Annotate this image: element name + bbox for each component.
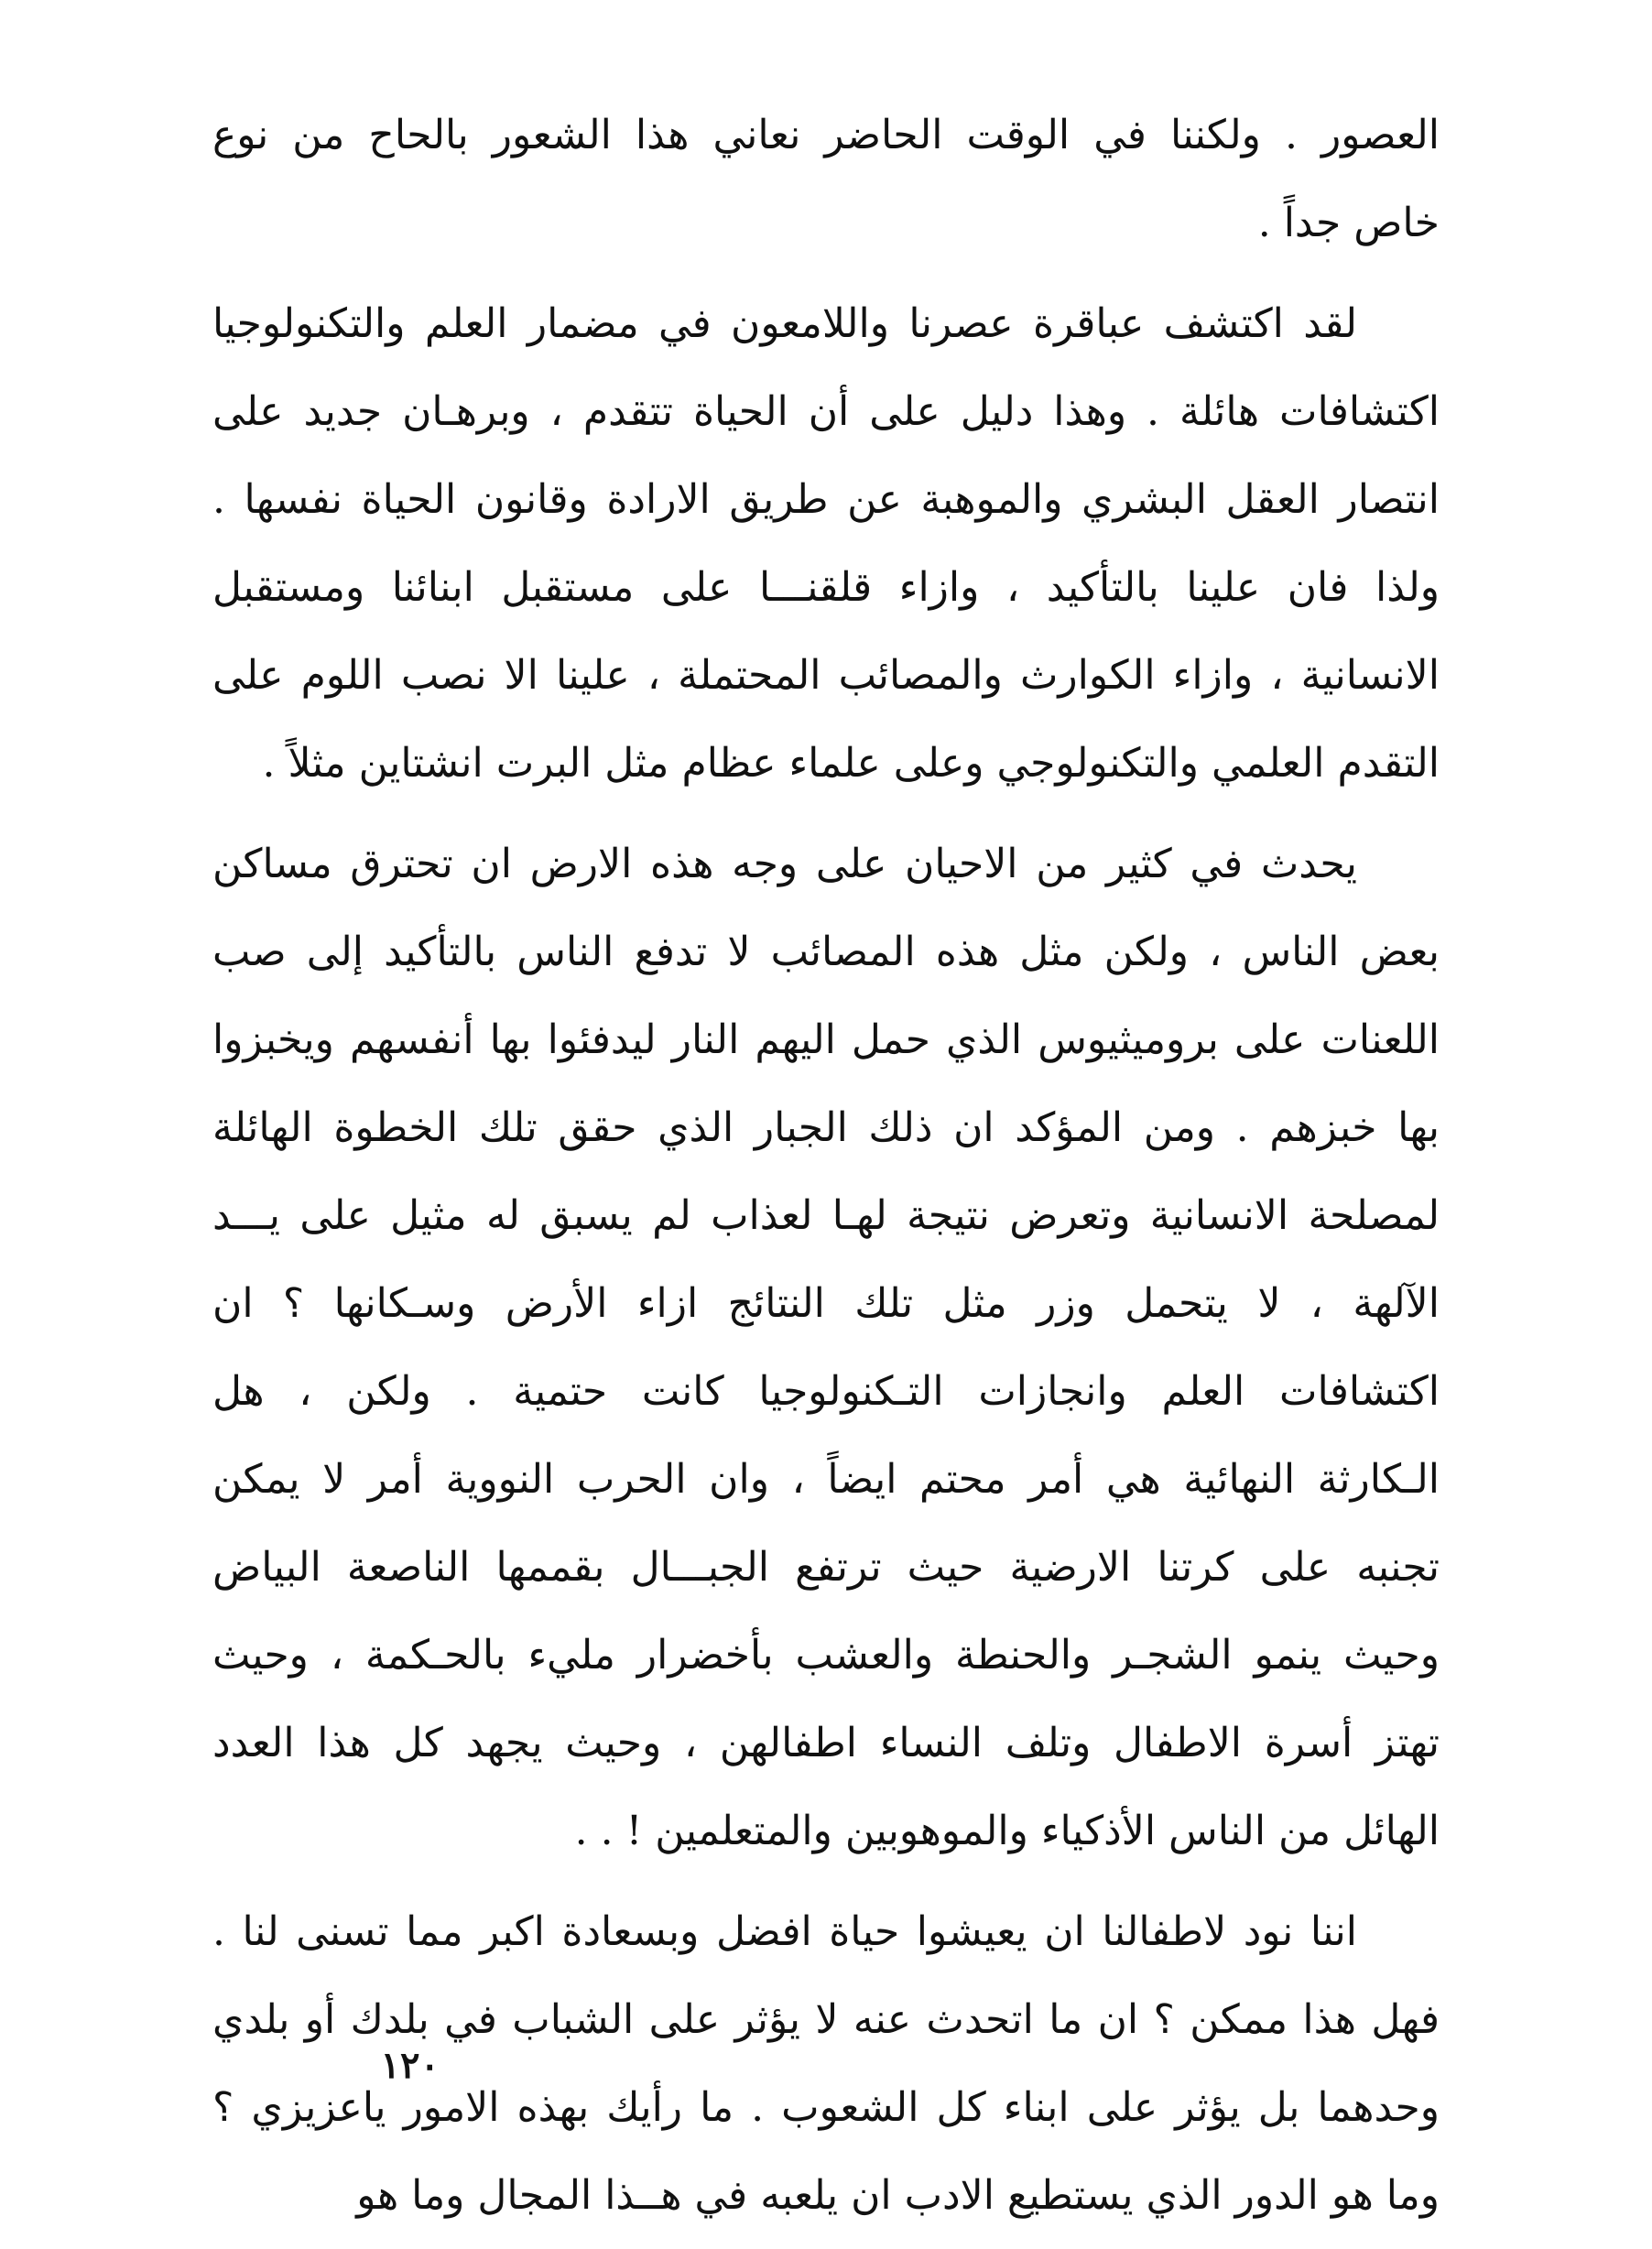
paragraph	[212, 280, 1440, 808]
page-number: ١٢٠	[380, 2044, 440, 2087]
text-line: تهتز أسرة الاطفال وتلف النساء اطفالهن ، وحيث يجهد كل هذا العدد	[212, 1720, 1440, 1766]
paragraph	[212, 92, 1440, 267]
body-text	[212, 92, 1440, 2240]
text-line: لقد اكتشف عباقرة عصرنا واللامعون في مضمار العلم والتكنولوجيا	[212, 300, 1357, 347]
text-line: الآلهة ، لا يتحمل وزر مثل تلك النتائج ازاء الأرض وسـكانها ؟ ان	[212, 1280, 1440, 1327]
text-line: الهائل من الناس الأذكياء والموهوبين والمتعلمين ! . .	[574, 1808, 1440, 1854]
text-line: اكتشافات هائلة . وهذا دليل على أن الحياة تتقدم ، وبرهـان جديد على	[212, 388, 1440, 435]
text-line: بها خبزهم . ومن المؤكد ان ذلك الجبار الذي حقق تلك الخطوة الهائلة	[212, 1104, 1440, 1151]
text-line: فهل هذا ممكن ؟ ان ما اتحدث عنه لا يؤثر على الشباب في بلدك أو بلدي	[212, 1996, 1440, 2043]
text-line: يحدث في كثير من الاحيان على وجه هذه الارض ان تحترق مساكن	[212, 841, 1357, 887]
text-line: خاص جداً .	[1257, 200, 1440, 246]
text-line: العصور . ولكننا في الوقت الحاضر نعاني هذا الشعور بالحاح من نوع	[212, 112, 1440, 158]
text-line: الانسانية ، وازاء الكوارث والمصائب المحتملة ، علينا الا نصب اللوم على	[212, 652, 1440, 699]
text-line: انتصار العقل البشري والموهبة عن طريق الارادة وقانون الحياة نفسها .	[212, 476, 1440, 523]
text-line: لمصلحة الانسانية وتعرض نتيجة لهـا لعذاب لم يسبق له مثيل على يـــد	[212, 1192, 1440, 1239]
text-line: اللعنات على بروميثيوس الذي حمل اليهم النار ليدفئوا بها أنفسهم ويخبزوا	[212, 1016, 1440, 1063]
text-line: الـكارثة النهائية هي أمر محتم ايضاً ، وان الحرب النووية أمر لا يمكن	[212, 1456, 1440, 1503]
text-line: ولذا فان علينا بالتأكيد ، وازاء قلقنـــا على مستقبل ابنائنا ومستقبل	[212, 564, 1440, 611]
text-line: اننا نود لاطفالنا ان يعيشوا حياة افضل وبسعادة اكبر مما تسنى لنا .	[212, 1908, 1357, 1955]
text-line: تجنبه على كرتنا الارضية حيث ترتفع الجبـــال بقممها الناصعة البياض	[212, 1544, 1440, 1591]
text-line: وحيث ينمو الشجـر والحنطة والعشب بأخضرار مليء بالحـكمة ، وحيث	[212, 1632, 1440, 1679]
text-line: اكتشافات العلم وانجازات التـكنولوجيا كانت حتمية . ولكن ، هل	[212, 1368, 1440, 1415]
text-line: وما هو الدور الذي يستطيع الادب ان يلعبه في هــذا المجال وما هو	[356, 2172, 1440, 2219]
text-line: وحدهما بل يؤثر على ابناء كل الشعوب . ما رأيك بهذه الامور ياعزيزي ؟	[212, 2084, 1440, 2131]
paragraph	[212, 820, 1440, 1875]
text-line: التقدم العلمي والتكنولوجي وعلى علماء عظام مثل البرت انشتاين مثلاً .	[262, 740, 1440, 787]
text-line: بعض الناس ، ولكن مثل هذه المصائب لا تدفع الناس بالتأكيد إلى صب	[212, 929, 1440, 975]
